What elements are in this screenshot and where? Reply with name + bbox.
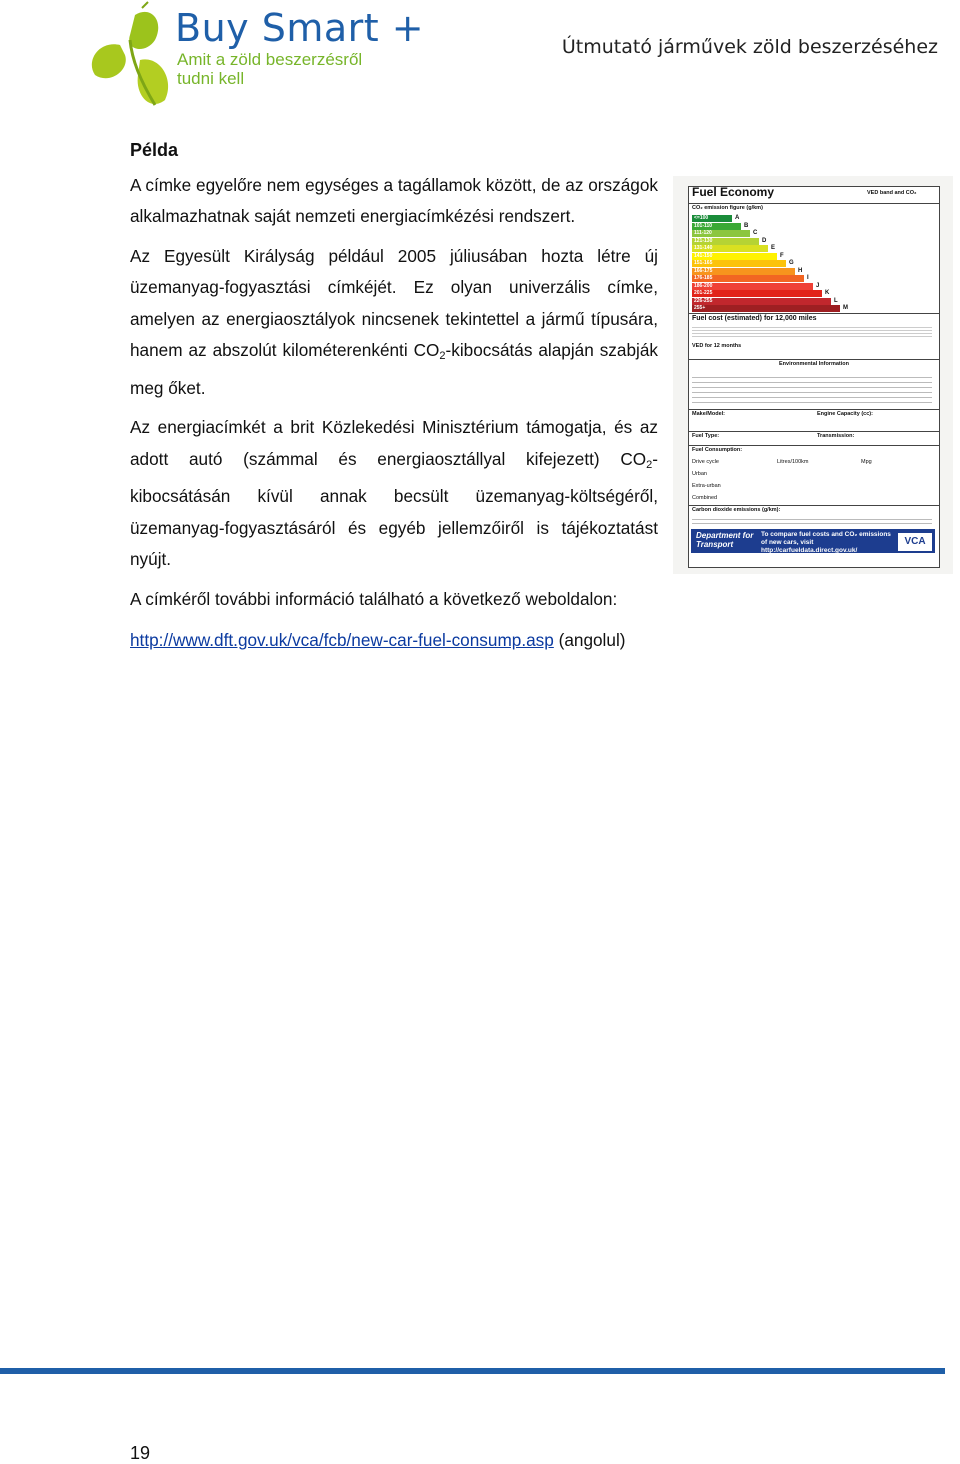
document-header-title: Útmutató járművek zöld beszerzéséhez — [561, 36, 938, 58]
label-band-range: 131-140 — [694, 245, 713, 251]
label-extra-urban: Extra-urban — [692, 483, 721, 489]
vca-logo: VCA — [898, 533, 932, 551]
label-title: Fuel Economy — [692, 186, 775, 199]
label-band-letter: H — [798, 267, 803, 274]
label-co2-header: CO₂ emission figure (g/km) — [692, 205, 763, 211]
brand-logo — [80, 0, 460, 120]
transport-logo: Department for Transport — [696, 531, 754, 549]
label-band — [692, 253, 777, 260]
label-band-letter: L — [834, 297, 838, 304]
label-band-letter: K — [825, 290, 830, 296]
label-ved-header: VED band and CO₂ — [867, 190, 917, 196]
fuel-economy-label-image — [673, 176, 953, 574]
link-paragraph — [130, 625, 700, 657]
label-fuel-type: Fuel Type: — [692, 433, 720, 439]
brand-tagline: Amit a zöld beszerzésről — [177, 50, 363, 69]
label-band-range: 255+ — [694, 305, 706, 311]
label-band-letter: C — [753, 230, 758, 236]
label-mpg: Mpg — [861, 459, 872, 465]
label-env-text — [692, 373, 932, 403]
label-band-letter: M — [843, 305, 848, 311]
label-band-letter: I — [807, 275, 809, 281]
paragraph-4: A címkéről további információ található a következő weboldalon: — [130, 588, 618, 609]
label-divider — [689, 313, 939, 314]
label-band-letter: D — [762, 237, 767, 244]
label-band — [692, 290, 822, 297]
label-band — [692, 260, 786, 267]
label-band — [692, 283, 813, 290]
compare-text: To compare fuel costs and CO₂ emissions of new cars, visit http://carfueldata.direct.gov.uk/ — [761, 531, 891, 554]
paragraph-1: A címke egyelőre nem egységes a tagállamok között, de az országok alkalmazhatnak saját nemzeti energiacímkézési rendszert. — [130, 174, 658, 226]
label-band-letter: G — [789, 260, 794, 266]
label-drive-cycle: Drive cycle — [692, 459, 719, 465]
label-band — [692, 223, 741, 230]
label-band-letter: A — [735, 215, 740, 221]
label-fine-print — [692, 325, 932, 339]
info-link[interactable]: http://www.dft.gov.uk/vca/fcb/new-car-fuel-consump.asp — [130, 630, 554, 650]
label-band-letter: B — [744, 222, 749, 229]
label-band — [692, 238, 759, 245]
link-suffix: (angolul) — [553, 630, 626, 650]
label-combined: Combined — [692, 495, 718, 501]
page-number: 19 — [130, 1443, 151, 1463]
label-band-range: 226-255 — [694, 297, 713, 304]
label-band — [692, 215, 732, 222]
label-band — [692, 275, 804, 282]
label-band-range: 176-185 — [694, 275, 713, 281]
brand-name: Buy Smart + — [175, 6, 425, 50]
label-band-range: 201-225 — [694, 290, 713, 296]
label-divider — [689, 409, 939, 410]
section-heading: Példa — [130, 140, 179, 160]
label-fuel-cost: Fuel cost (estimated) for 12,000 miles — [692, 315, 817, 322]
label-co2-emissions: Carbon dioxide emissions (g/km): — [692, 507, 781, 513]
label-band-range: 111-120 — [694, 230, 712, 236]
label-band-letter: J — [816, 282, 820, 289]
label-band — [692, 298, 831, 305]
footer-bar — [0, 1368, 945, 1374]
label-co2-text — [692, 516, 932, 525]
leaf-logo-icon — [80, 0, 180, 115]
label-make-model: Make/Model: — [692, 411, 726, 417]
label-inner — [688, 186, 940, 568]
label-band-range: 166-175 — [694, 267, 713, 274]
label-band-range: 101-110 — [694, 222, 713, 229]
label-divider — [689, 505, 939, 506]
label-band — [692, 245, 768, 252]
label-transmission: Transmission: — [817, 433, 855, 439]
label-band — [692, 230, 750, 237]
label-litres: Litres/100km — [777, 459, 809, 465]
brand-tagline-2: tudni kell — [177, 69, 245, 88]
label-band-letter: F — [780, 252, 784, 259]
label-divider — [689, 359, 939, 360]
label-band-range: 186-200 — [694, 282, 713, 289]
paragraph-2: Az Egyesült Királyság például 2005 júliusában hozta létre új üzemanyag-fogyasztási címkéjét. Ez olyan univerzális címke, amelyen az energiaosztályok nincsenek tekintettel a jármű típusára, hanem az abszolút kilométerenkénti $CO_2$-kibocsátás alapján szabják meg őket. — [130, 245, 658, 398]
paragraph-3: Az energiacímkét a brit Közlekedési Minisztérium támogatja, és az adott autó (számmal és energiaosztállyal kifejezett) $CO_2$-kibocsátásán kívül annak becsült üzemanyag-költségéről, üzemanyag-fogyasztásáról és egyéb jellemzőiről is tájékoztatást nyújt. — [130, 417, 658, 569]
label-transport-banner — [691, 529, 935, 553]
label-urban: Urban — [692, 471, 707, 477]
label-divider — [689, 203, 939, 204]
label-ved-12: VED for 12 months — [692, 343, 742, 349]
main-content — [130, 135, 658, 665]
label-band-range: 151-165 — [694, 260, 713, 266]
label-divider — [689, 431, 939, 432]
label-band-letter: E — [771, 245, 776, 251]
label-band — [692, 305, 840, 312]
label-band-range: 141-150 — [694, 252, 713, 259]
label-divider — [689, 445, 939, 446]
label-band-range: 121-130 — [694, 237, 713, 244]
label-env-info: Environmental Information — [779, 361, 849, 367]
label-band-range: <=100 — [694, 215, 709, 221]
label-engine: Engine Capacity (cc): — [817, 411, 873, 417]
label-band — [692, 268, 795, 275]
label-fuel-consumption: Fuel Consumption: — [692, 447, 743, 453]
